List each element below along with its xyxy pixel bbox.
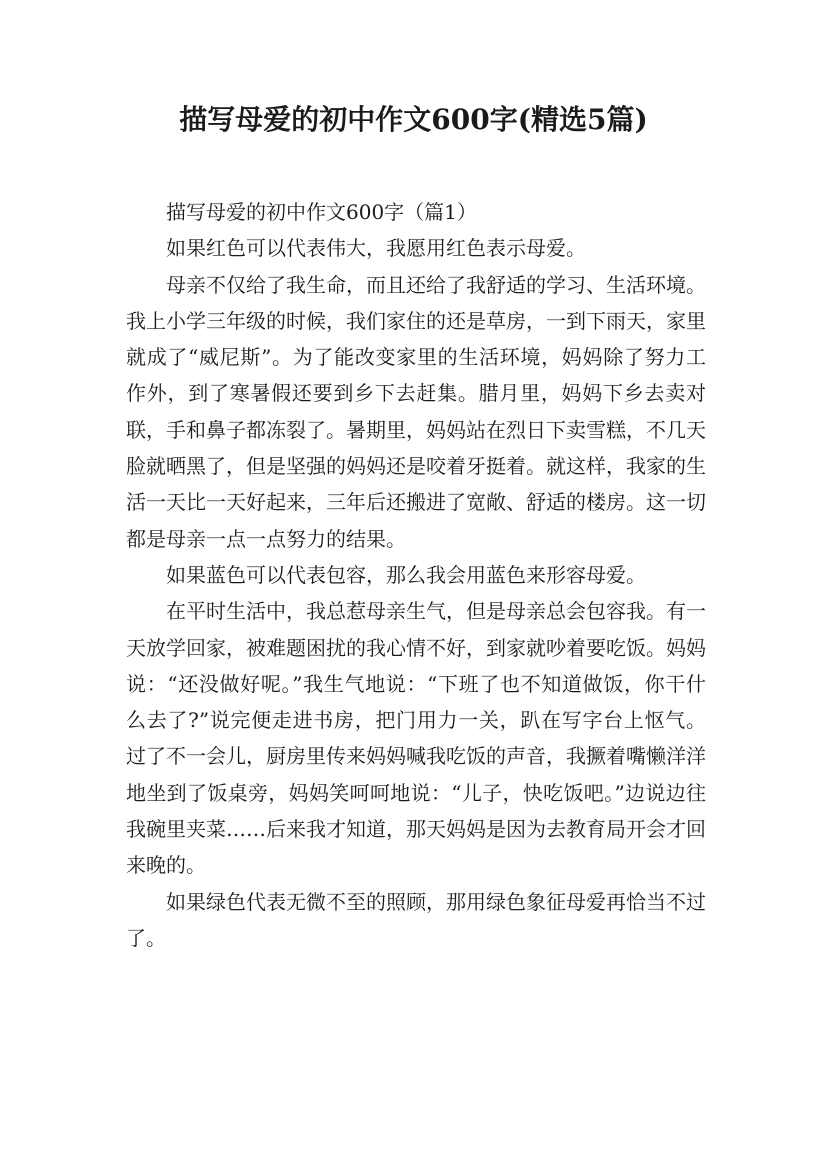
paragraph: 如果绿色代表无微不至的照顾，那用绿色象征母爱再恰当不过了。 bbox=[126, 889, 706, 950]
paragraph: 如果蓝色可以代表包容，那么我会用蓝色来形容母爱。 bbox=[166, 562, 646, 587]
paragraph: 如果红色可以代表伟大，我愿用红色表示母爱。 bbox=[166, 236, 586, 261]
paragraph: 在平时生活中，我总惹母亲生气，但是母亲总会包容我。有一天放学回家，被难题困扰的我心情不好，到家就吵着要吃饭。妈妈说：“还没做好呢。”我生气地说：“下班了也不知道做饭，你干什么去了?”说完便走进书房，把门用力一关，趴在写字台上怄气。过了不一会儿，厨房里传来妈妈喊我吃饭的声音，我撅着嘴懒洋洋地坐到了饭桌旁，妈妈笑呵呵地说：“儿子，快吃饭吧。”边说边往我碗里夹菜……后来我才知道，那天妈妈是因为去教育局开会才回来晚的。 bbox=[126, 599, 706, 878]
document-title: 描写母爱的初中作文600字(精选5篇) bbox=[179, 103, 648, 136]
section-heading: 描写母爱的初中作文600字（篇1） bbox=[166, 200, 477, 224]
document-body bbox=[126, 194, 706, 956]
paragraph: 母亲不仅给了我生命，而且还给了我舒适的学习、生活环境。我上小学三年级的时候，我们家住的还是草房，一到下雨天，家里就成了“威尼斯”。为了能改变家里的生活环境，妈妈除了努力工作外，到了寒暑假还要到乡下去赶集。腊月里，妈妈下乡去卖对联，手和鼻子都冻裂了。暑期里，妈妈站在烈日下卖雪糕，不几天脸就晒黑了，但是坚强的妈妈还是咬着牙挺着。就这样，我家的生活一天比一天好起来，三年后还搬进了宽敞、舒适的楼房。这一切都是母亲一点一点努力的结果。 bbox=[126, 272, 706, 551]
